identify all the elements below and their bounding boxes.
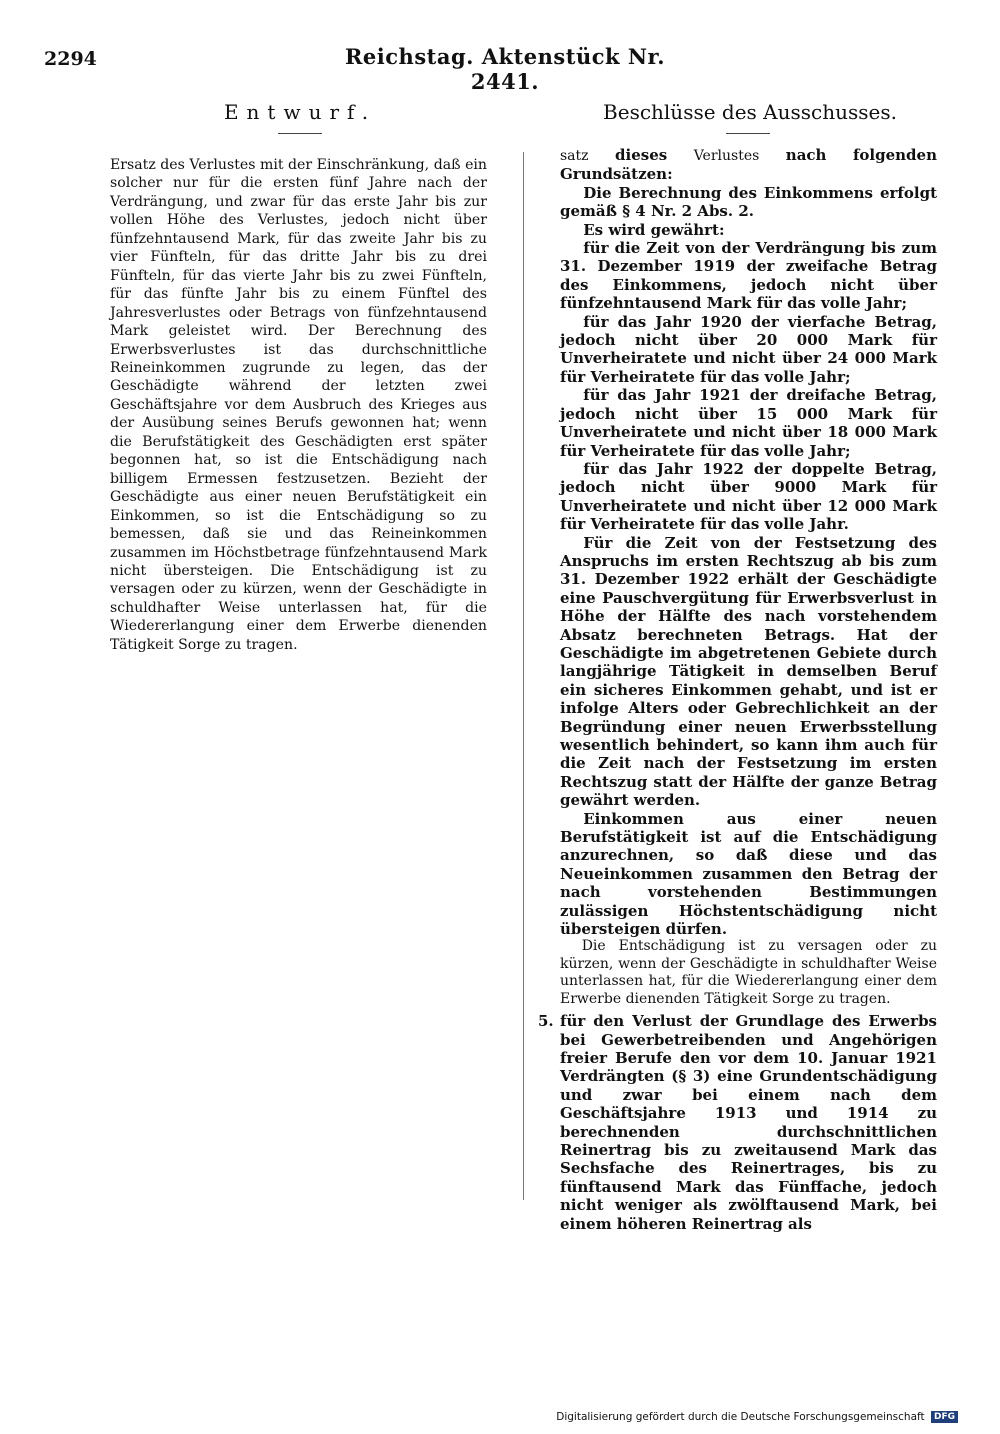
committee-paragraph-8: Für die Zeit von der Festsetzung des Anspruchs im ersten Rechtszug ab bis zum 31. Dezember 1922 erhält der Geschädigte eine Pauschvergütung für Erwerbsverlust in Höhe der Hälfte des nach vorstehendem Absatz berechneten Betrags. Hat der Geschädigte im abgetretenen Gebiete durch langjährige Tätigkeit in demselben Beruf ein sicheres Einkommen gehabt, und ist er infolge Alters oder Gebrechlichkeit an der Begründung einer neuen Erwerbsstellung wesentlich behindert, so kann ihm auch für die Zeit nach der Festsetzung im ersten Rechtszug statt der Hälfte der ganze Betrag gewährt werden.	[560, 533, 937, 810]
committee-paragraph-1-d: nach folgenden Grundsätzen:	[560, 146, 937, 184]
committee-paragraph-10: Die Entschädigung ist zu versagen oder zu kürzen, wenn der Geschädigte in schuldhafter Weise unterlassen hat, für die Wiedererlangung einer dem Erwerbe dienenden Tätigkeit Sorge zu tragen.	[560, 938, 937, 1007]
item-5-text: für den Verlust der Grundlage des Erwerbs bei Gewerbetreibenden und Angehörigen freier Berufe den vor dem 10. Januar 1921 Verdrängten (§ 3) eine Grundentschädigung und zwar bei einem nach dem Geschäftsjahre 1913 und 1914 zu berechnenden durchschnittlichen Reinertrag bis zu zweitausend Mark das Sechsfache des Reinertrages, bis zu fünftausend Mark das Fünffache, jedoch nicht weniger als zwölftausend Mark, bei einem höheren Reinertrag als	[560, 1012, 937, 1233]
footer-credit	[556, 1411, 958, 1423]
committee-paragraph-4: für die Zeit von der Verdrängung bis zum 31. Dezember 1919 der zweifache Betrag des Einkommens, jedoch nicht über fünfzehntausend Mark für das volle Jahr;	[560, 239, 937, 313]
committee-paragraph-7: für das Jahr 1922 der doppelte Betrag, jedoch nicht über 9000 Mark für Unverheiratete und nicht über 12 000 Mark für Verheiratete für das volle Jahr.	[560, 459, 937, 534]
committee-paragraph-5: für das Jahr 1920 der vierfache Betrag, jedoch nicht über 20 000 Mark für Unverheiratete und nicht über 24 000 Mark für Verheiratete für das volle Jahr;	[560, 312, 937, 386]
item-5-number: 5.	[538, 1012, 554, 1031]
right-column	[538, 146, 937, 1233]
right-title-rule	[726, 133, 770, 134]
running-head: Reichstag. Aktenstück Nr. 2441.	[344, 44, 666, 94]
column-divider	[523, 152, 524, 1200]
footer-text: Digitalisierung gefördert durch die Deutsche Forschungsgemeinschaft	[556, 1411, 925, 1423]
committee-paragraph-3: Es wird gewährt:	[583, 220, 725, 239]
right-column-title: Beschlüsse des Ausschusses.	[603, 100, 897, 124]
committee-paragraph-1	[560, 146, 937, 184]
dfg-logo-icon: DFG	[931, 1411, 958, 1423]
committee-paragraph-1-b: dieses	[615, 146, 668, 164]
committee-paragraph-1-a: satz	[560, 148, 589, 164]
committee-item-5	[538, 1012, 937, 1233]
committee-paragraph-9: Einkommen aus einer neuen Berufstätigkeit ist auf die Entschädigung anzurechnen, so daß diese und das Neueinkommen zusammen den Betrag der nach vorstehenden Bestimmungen zulässigen Höchstentschädigung nicht übersteigen dürfen.	[560, 809, 937, 939]
committee-paragraph-2: Die Berechnung des Einkommens erfolgt gemäß § 4 Nr. 2 Abs. 2.	[560, 183, 937, 221]
left-column	[110, 156, 487, 654]
committee-paragraph-6: für das Jahr 1921 der dreifache Betrag, jedoch nicht über 15 000 Mark für Unverheiratete und nicht über 18 000 Mark für Verheiratete für das volle Jahr;	[560, 386, 937, 460]
committee-paragraph-1-c: Verlustes	[693, 148, 760, 164]
draft-paragraph: Ersatz des Verlustes mit der Einschränkung, daß ein solcher nur für die ersten fünf Jahre nach der Verdrängung, und zwar für das erste Jahr bis zur vollen Höhe des Verlustes, jedoch nicht über fünfzehntausend Mark, für das zweite Jahr bis zu vier Fünfteln, für das dritte Jahr bis zu drei Fünfteln, für das vierte Jahr bis zu zwei Fünfteln, für das fünfte Jahr bis zu einem Fünftel des Jahresverlustes oder Betrags von fünfzehntausend Mark geleistet wird. Der Berechnung des Erwerbsverlustes ist das durchschnittliche Reineinkommen zugrunde zu legen, das der Geschädigte während der letzten zwei Geschäftsjahre vor dem Ausbruch des Krieges aus der Ausübung seines Berufs gewonnen hat; wenn die Berufstätigkeit des Geschädigten erst später begonnen hat, so ist die Entschädigung nach billigem Ermessen festzusetzen. Bezieht der Geschädigte aus einer neuen Berufstätigkeit ein Einkommen, so ist die Entschädigung so zu bemessen, daß sie und das Reineinkommen zusammen im Höchstbetrage fünfzehntausend Mark nicht übersteigen. Die Entschädigung ist zu versagen oder zu kürzen, wenn der Geschädigte in schuldhafter Weise unterlassen hat, für die Wiedererlangung einer dem Erwerbe dienenden Tätigkeit Sorge zu tragen.	[110, 157, 487, 653]
left-title-rule	[278, 133, 322, 134]
left-column-title: Entwurf.	[223, 100, 377, 124]
page-number: 2294	[44, 48, 97, 70]
